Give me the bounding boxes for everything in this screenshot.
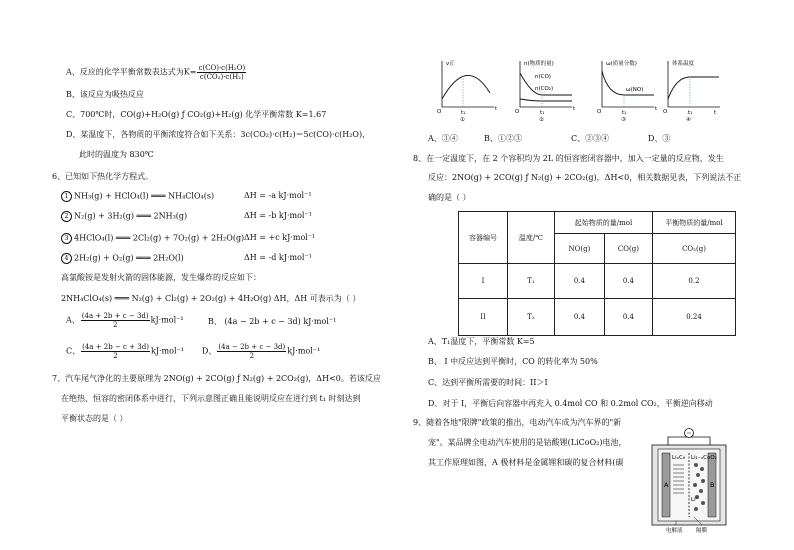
q9-stem-line-3: 其工作原理如图，A 极材料是金属锂和碳的复合材料(碳 bbox=[428, 458, 624, 467]
q6-equation-2-dh: ΔH = -b kJ·mol⁻¹ bbox=[244, 211, 312, 220]
graph-2-t: t bbox=[573, 106, 576, 112]
graph-3-label: ③ bbox=[621, 117, 626, 123]
graph-2-t1: t₁ bbox=[540, 110, 545, 116]
q5-option-c: C、700℃时，CO(g)+H₂O(g) ƒ CO₂(g)+H₂(g) 化学平衡常数 K=1.67 bbox=[66, 110, 327, 119]
q6-equation-1-dh: ΔH = -a kJ·mol⁻¹ bbox=[244, 191, 312, 200]
q8-option-b: B、 I 中反应达到平衡时，CO 的转化率为 50% bbox=[428, 357, 598, 366]
q6-equation-3: 3 4HClO₄(l) ═══ 2Cl₂(g) + 7O₂(g) + 2H₂O(g) bbox=[61, 233, 244, 244]
q6-equation-2: 2 N₂(g) + 3H₂(g) ═══ 2NH₃(g) bbox=[61, 211, 187, 222]
table-header-no: NO(g) bbox=[555, 234, 605, 264]
label-a: A bbox=[664, 481, 669, 489]
q7-option-b: B、①②③ bbox=[484, 134, 522, 143]
table-cell-no: 0.4 bbox=[555, 264, 605, 299]
table-header-equil: 平衡物质的量/mol bbox=[653, 212, 736, 234]
q7-graphs bbox=[432, 55, 722, 125]
table-cell-id: II bbox=[459, 299, 508, 336]
label-electrolyte: 电解液 bbox=[666, 528, 683, 533]
graph-3-origin: O bbox=[597, 109, 602, 115]
graph-4-ylabel: 体系温度 bbox=[672, 61, 695, 67]
graph-4 bbox=[663, 59, 720, 123]
q6-equation-4-dh: ΔH = -d kJ·mol⁻¹ bbox=[244, 253, 312, 262]
graph-2-label: ② bbox=[539, 117, 544, 123]
label-lixc6: LiₓC₆ bbox=[672, 455, 686, 461]
table-cell-temp: T₂ bbox=[508, 299, 555, 336]
q8-stem-line-1: 8、在一定温度下，在 2 个容积均为 2L 的恒容密闭容器中，加入一定量的反应物，发生 bbox=[413, 154, 724, 163]
table-cell-co2: 0.2 bbox=[653, 264, 736, 299]
graph-4-origin: O bbox=[663, 109, 668, 115]
q7-stem-line-3: 平衡状态的是（ ） bbox=[61, 414, 128, 423]
q7-option-a: A、③④ bbox=[428, 134, 458, 143]
graph-1-label: ① bbox=[460, 117, 465, 123]
table-header-co: CO(g) bbox=[604, 234, 652, 264]
graph-1-origin: O bbox=[437, 109, 442, 115]
table-cell-co2: 0.24 bbox=[653, 299, 736, 336]
graph-3-t: t bbox=[655, 106, 658, 112]
battery-diagram bbox=[644, 425, 734, 533]
table-cell-id: I bbox=[459, 264, 508, 299]
q6-note: 高氯酸铵是发射火箭的固体能源，发生爆炸的反应如下： bbox=[61, 273, 261, 282]
q6-stem: 6、已知如下热化学方程式。 bbox=[52, 172, 154, 181]
q8-stem-line-3: 确的是（ ） bbox=[428, 193, 471, 202]
q8-option-c: C、达到平衡所需要的时间：II＞I bbox=[428, 378, 548, 387]
q6-reaction: 2NH₄ClO₄(s) ═══ N₂(g) + Cl₂(g) + 2O₂(g) + 4H₂O(g) ΔH，ΔH 可表示为（ ） bbox=[61, 294, 361, 303]
q6-option-a: A、 $\frac{(4a + 2b + c - 3d)}{2}$ kJ·mol⁻¹ bbox=[66, 312, 184, 329]
table-header-start: 起始物质的量/mol bbox=[555, 212, 653, 234]
table-header-co2: CO₂(g) bbox=[653, 234, 736, 264]
graph-2-ylabel: n(物质的量) bbox=[524, 61, 554, 67]
q5-option-d-cont: 此时的温度为 830℃ bbox=[79, 150, 154, 159]
q6-option-d: D、 $\frac{(4a - 2b + c - 3d)}{2}$ kJ·mol⁻¹ bbox=[202, 343, 321, 360]
q7-stem-line-1: 7、汽车尾气净化的主要原理为 2NO(g) + 2CO(g) ƒ N₂(g) + 2CO₂(g)，ΔH<0。若该反应 bbox=[52, 374, 381, 383]
q6-option-c: C、 $\frac{(4a + 2b - c + 3d)}{2}$ kJ·mol⁻¹ bbox=[66, 343, 184, 360]
table-row bbox=[459, 299, 736, 336]
label-b: B bbox=[710, 481, 715, 489]
graph-4-t1: t₁ bbox=[688, 110, 693, 116]
label-separator: 隔膜 bbox=[696, 528, 708, 533]
q7-option-c: C、②③④ bbox=[571, 134, 610, 143]
q6-option-b: B、 (4a − 2b + c − 3d) kJ·mol⁻¹ bbox=[208, 317, 337, 326]
graph-2-co: n(CO) bbox=[535, 74, 551, 80]
graph-1-t1: t₁ bbox=[461, 110, 466, 116]
graph-2 bbox=[515, 59, 576, 123]
graph-4-label: ④ bbox=[686, 117, 691, 123]
q6-equation-3-dh: ΔH = +c kJ·mol⁻¹ bbox=[244, 233, 316, 242]
graph-4-t: t bbox=[714, 110, 717, 116]
graph-1-t: t bbox=[495, 106, 498, 112]
q8-data-table bbox=[458, 211, 736, 336]
graph-2-origin: O bbox=[515, 109, 520, 115]
q5-option-d: D、某温度下，各物质的平衡浓度符合如下关系：3c(CO₂)·c(H₂)＝5c(CO)·c(H₂O)， bbox=[66, 130, 371, 139]
graph-1 bbox=[437, 60, 498, 123]
label-li-ion: Li⁺ bbox=[691, 497, 699, 503]
graph-2-co2: n(CO₂) bbox=[535, 86, 554, 92]
q6-equation-1: 1 NH₃(g) + HClO₄(l) ═══ NH₄ClO₄(s) bbox=[61, 191, 214, 202]
graph-3-t1: t₁ bbox=[622, 110, 627, 116]
table-cell-no: 0.4 bbox=[555, 299, 605, 336]
table-header-container: 容器编号 bbox=[459, 212, 508, 264]
table-header-temp: 温度/℃ bbox=[508, 212, 555, 264]
q7-stem-line-2: 在绝热、恒容的密闭体系中进行，下列示意图正确且能说明反应在进行到 t₁ 时刻达到 bbox=[61, 394, 361, 403]
table-cell-co: 0.4 bbox=[604, 299, 652, 336]
q6-equation-4: 4 2H₂(g) + O₂(g) ═══ 2H₂O(l) bbox=[61, 253, 184, 264]
table-cell-co: 0.4 bbox=[604, 264, 652, 299]
q9-stem-line-2: 宠"。某品牌全电动汽车使用的是钴酸锂(LiCoO₂)电池， bbox=[428, 438, 627, 447]
table-row bbox=[459, 264, 736, 299]
table-cell-temp: T₁ bbox=[508, 264, 555, 299]
q8-stem-line-2: 反应：2NO(g) + 2CO(g) ƒ N₂(g) + 2CO₂(g)，ΔH<0，相关数据见表，下列说法不正 bbox=[428, 173, 742, 182]
graph-3-ylabel: ω(质量分数) bbox=[606, 61, 637, 67]
graph-3 bbox=[597, 59, 658, 123]
q9-stem-line-1: 9、随着各地"限牌"政策的推出，电动汽车成为汽车界的"新 bbox=[413, 418, 622, 427]
q5-k-fraction: $\frac{\text{c(CO)·c(H₂O)}}{\text{c(CO₂)·c(H₂)}}$ bbox=[198, 64, 246, 81]
label-licoo2: Li₁₋ₓCoO₂ bbox=[691, 455, 717, 461]
q7-option-d: D、③ bbox=[648, 134, 671, 143]
graph-1-ylabel: v正 bbox=[446, 61, 455, 67]
graph-3-no: ω(NO) bbox=[626, 87, 644, 93]
q5-option-b: B、该反应为吸热反应 bbox=[66, 90, 144, 99]
q8-option-a: A、T₁温度下，平衡常数 K=5 bbox=[428, 337, 535, 346]
q8-option-d: D、对于 I，平衡后向容器中再充入 0.4mol CO 和 0.2mol CO₂，平衡逆向移动 bbox=[428, 399, 713, 408]
q5-option-a: A、反应的化学平衡常数表达式为K= $\frac{\text{c(CO)·c(H₂O)}}{\text{c(CO₂)·c(H₂)}}$ bbox=[66, 64, 246, 81]
